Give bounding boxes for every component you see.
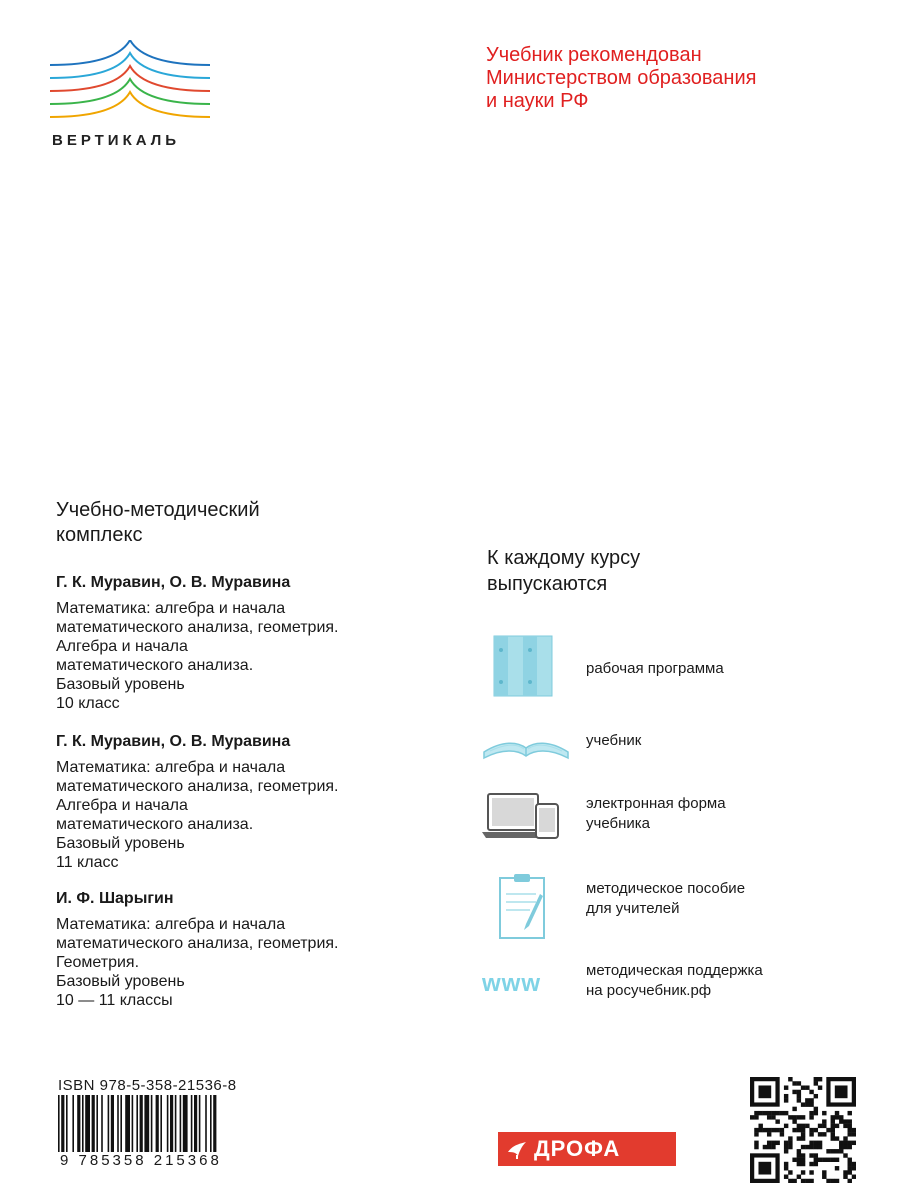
label-line: для учителей: [586, 900, 680, 917]
book-line: Математика: алгебра и начала: [56, 600, 286, 617]
barcode-bar: [117, 1095, 119, 1155]
qr-module: [797, 1175, 801, 1179]
courses-title-line: К каждому курсу: [487, 547, 641, 569]
qr-module: [848, 1132, 852, 1136]
qr-module: [784, 1149, 788, 1153]
book-line: математического анализа.: [56, 657, 254, 674]
qr-module: [843, 1153, 847, 1157]
label-line: на росучебник.рф: [586, 982, 712, 999]
qr-module: [852, 1162, 856, 1166]
qr-module: [797, 1081, 801, 1085]
qr-finder-center: [835, 1085, 848, 1098]
qr-module: [852, 1166, 856, 1170]
book-line: Математика: алгебра и начала: [56, 759, 286, 776]
qr-module: [826, 1128, 830, 1132]
qr-module: [801, 1136, 805, 1140]
qr-module: [792, 1158, 796, 1162]
courses-title: [487, 545, 747, 597]
recommendation-line: и науки РФ: [486, 90, 589, 112]
qr-module: [852, 1128, 856, 1132]
book-line: математического анализа, геометрия.: [56, 935, 339, 952]
book-line: Базовый уровень: [56, 676, 185, 693]
barcode-bar: [111, 1095, 114, 1155]
qr-module: [788, 1145, 792, 1149]
qr-module: [809, 1179, 813, 1183]
qr-module: [843, 1119, 847, 1123]
qr-module: [797, 1128, 801, 1132]
qr-module: [792, 1128, 796, 1132]
qr-module: [831, 1136, 835, 1140]
umk-title-line: Учебно-методический: [56, 499, 260, 521]
courses-title-line: выпускаются: [487, 573, 608, 595]
qr-module: [797, 1098, 801, 1102]
publisher-bird-icon: [506, 1138, 530, 1160]
barcode-bar: [205, 1095, 207, 1155]
qr-module: [801, 1162, 805, 1166]
isbn: ISBN 978-5-358-21536-8: [58, 1077, 237, 1094]
qr-module: [835, 1149, 839, 1153]
qr-module: [809, 1128, 813, 1132]
qr-module: [839, 1145, 843, 1149]
qr-module: [826, 1158, 830, 1162]
qr-module: [852, 1175, 856, 1179]
qr-module: [792, 1090, 796, 1094]
qr-module: [831, 1124, 835, 1128]
devices-icon: [478, 790, 574, 860]
recommendation-note: [486, 44, 866, 113]
label-line: электронная форма: [586, 795, 726, 812]
qr-module: [797, 1090, 801, 1094]
barcode-bar: [101, 1095, 103, 1155]
book-author: И. Ф. Шарыгин: [56, 890, 174, 907]
qr-module: [797, 1136, 801, 1140]
course-item-teacher-guide: [478, 872, 808, 942]
qr-module: [835, 1158, 839, 1162]
qr-module: [771, 1115, 775, 1119]
qr-module: [780, 1128, 784, 1132]
barcode-bar: [92, 1095, 95, 1155]
qr-module: [784, 1175, 788, 1179]
qr-module: [754, 1111, 758, 1115]
qr-module: [814, 1162, 818, 1166]
qr-module: [814, 1107, 818, 1111]
qr-module: [792, 1081, 796, 1085]
qr-module: [848, 1128, 852, 1132]
qr-module: [788, 1141, 792, 1145]
qr-module: [771, 1128, 775, 1132]
qr-module: [805, 1098, 809, 1102]
book-entry: [56, 574, 436, 713]
qr-module: [809, 1102, 813, 1106]
qr-module: [814, 1158, 818, 1162]
logo-rainbow-icon: [50, 40, 210, 125]
barcode-bar: [140, 1095, 143, 1155]
qr-module: [775, 1111, 779, 1115]
qr-module: [801, 1132, 805, 1136]
qr-module: [839, 1141, 843, 1145]
barcode-bar: [213, 1095, 216, 1155]
course-item-label: [586, 879, 745, 919]
qr-module: [848, 1179, 852, 1183]
qr-module: [843, 1145, 847, 1149]
barcode-bar: [199, 1095, 201, 1155]
qr-module: [831, 1158, 835, 1162]
qr-module: [835, 1124, 839, 1128]
qr-module: [809, 1090, 813, 1094]
qr-module: [818, 1158, 822, 1162]
barcode-bar: [82, 1095, 84, 1155]
publisher-name: ДРОФА: [534, 1136, 621, 1161]
umk-title-line: комплекс: [56, 524, 143, 546]
qr-module: [784, 1111, 788, 1115]
qr-module: [801, 1153, 805, 1157]
book-line: Базовый уровень: [56, 835, 185, 852]
qr-module: [754, 1145, 758, 1149]
qr-module: [767, 1141, 771, 1145]
barcode-bar: [194, 1095, 197, 1155]
qr-module: [814, 1111, 818, 1115]
qr-module: [801, 1115, 805, 1119]
qr-module: [822, 1124, 826, 1128]
course-item-web-support: [478, 954, 808, 1024]
qr-module: [801, 1085, 805, 1089]
qr-module: [848, 1162, 852, 1166]
qr-module: [809, 1115, 813, 1119]
qr-module: [797, 1124, 801, 1128]
book-line: Математика: алгебра и начала: [56, 916, 286, 933]
qr-module: [801, 1128, 805, 1132]
open-book-icon: [478, 712, 574, 782]
barcode-bar: [61, 1095, 64, 1155]
qr-module: [797, 1094, 801, 1098]
qr-module: [843, 1175, 847, 1179]
qr-module: [788, 1170, 792, 1174]
label-line: рабочая программа: [586, 660, 724, 677]
qr-module: [788, 1179, 792, 1183]
qr-module: [809, 1141, 813, 1145]
clipboard-icon: [478, 872, 574, 942]
qr-module: [839, 1119, 843, 1123]
qr-module: [805, 1102, 809, 1106]
qr-finder-center: [758, 1085, 771, 1098]
book-line: 11 класс: [56, 854, 119, 871]
qr-module: [780, 1111, 784, 1115]
qr-module: [839, 1149, 843, 1153]
qr-module: [848, 1141, 852, 1145]
barcode-number: 9 785358 215368: [60, 1152, 222, 1169]
qr-module: [784, 1145, 788, 1149]
qr-module: [763, 1128, 767, 1132]
qr-module: [801, 1170, 805, 1174]
publisher-logo: [498, 1132, 676, 1166]
qr-module: [818, 1085, 822, 1089]
qr-module: [805, 1124, 809, 1128]
barcode-bar: [125, 1095, 130, 1155]
qr-module: [805, 1179, 809, 1183]
barcode-bar: [136, 1095, 138, 1155]
qr-module: [767, 1115, 771, 1119]
qr-module: [754, 1128, 758, 1132]
recommendation-line: Учебник рекомендован: [486, 44, 702, 66]
qr-module: [754, 1132, 758, 1136]
qr-module: [835, 1115, 839, 1119]
qr-module: [792, 1179, 796, 1183]
qr-module: [809, 1170, 813, 1174]
qr-module: [831, 1179, 835, 1183]
barcode-bar: [108, 1095, 110, 1155]
qr-module: [792, 1107, 796, 1111]
qr-module: [848, 1124, 852, 1128]
qr-module: [784, 1162, 788, 1166]
qr-module: [822, 1132, 826, 1136]
barcode-bar: [191, 1095, 193, 1155]
book-description: [56, 915, 436, 1010]
recommendation-line: Министерством образования: [486, 67, 757, 89]
qr-module: [848, 1145, 852, 1149]
barcode-bar: [77, 1095, 80, 1155]
book-author: Г. К. Муравин, О. В. Муравина: [56, 733, 291, 750]
book-description: [56, 758, 436, 872]
qr-module: [784, 1124, 788, 1128]
qr-module: [784, 1085, 788, 1089]
qr-module: [831, 1115, 835, 1119]
qr-module: [784, 1166, 788, 1170]
qr-module: [797, 1162, 801, 1166]
qr-module: [814, 1145, 818, 1149]
book-description: [56, 599, 436, 713]
qr-finder-center: [758, 1162, 771, 1175]
qr-module: [805, 1085, 809, 1089]
qr-module: [788, 1077, 792, 1081]
qr-module: [814, 1094, 818, 1098]
qr-module: [758, 1128, 762, 1132]
qr-module: [767, 1145, 771, 1149]
qr-module: [822, 1175, 826, 1179]
course-item-work-program: [478, 632, 808, 702]
book-author: Г. К. Муравин, О. В. Муравина: [56, 574, 291, 591]
qr-module: [775, 1128, 779, 1132]
qr-module: [784, 1094, 788, 1098]
book-line: Базовый уровень: [56, 973, 185, 990]
barcode-bar: [167, 1095, 169, 1155]
qr-module: [826, 1149, 830, 1153]
qr-module: [780, 1132, 784, 1136]
qr-module: [843, 1124, 847, 1128]
qr-module: [767, 1132, 771, 1136]
qr-module: [809, 1098, 813, 1102]
label-line: методическая поддержка: [586, 962, 763, 979]
barcode-bar: [156, 1095, 159, 1155]
barcode-bar: [175, 1095, 177, 1155]
barcode-bar: [170, 1095, 173, 1155]
qr-module: [809, 1153, 813, 1157]
qr-module: [843, 1136, 847, 1140]
qr-module: [852, 1132, 856, 1136]
qr-module: [771, 1111, 775, 1115]
qr-module: [848, 1111, 852, 1115]
label-line: учебника: [586, 815, 650, 832]
qr-module: [843, 1170, 847, 1174]
qr-module: [758, 1124, 762, 1128]
umk-title: [56, 498, 376, 548]
qr-module: [822, 1119, 826, 1123]
qr-module: [809, 1132, 813, 1136]
book-line: математического анализа.: [56, 816, 254, 833]
barcode-bar: [144, 1095, 149, 1155]
book-line: Геометрия.: [56, 954, 140, 971]
qr-module: [792, 1115, 796, 1119]
qr-module: [818, 1077, 822, 1081]
qr-module: [763, 1111, 767, 1115]
qr-module: [814, 1128, 818, 1132]
qr-module: [818, 1141, 822, 1145]
qr-module: [814, 1153, 818, 1157]
barcode-bar: [183, 1095, 188, 1155]
barcode-bar: [132, 1095, 134, 1155]
binder-icon: [478, 632, 574, 702]
course-item-label: [586, 794, 726, 834]
qr-module: [801, 1124, 805, 1128]
qr-module: [848, 1158, 852, 1162]
qr-module: [835, 1111, 839, 1115]
qr-module: [758, 1111, 762, 1115]
book-line: Алгебра и начала: [56, 797, 188, 814]
qr-module: [814, 1077, 818, 1081]
qr-module: [831, 1119, 835, 1123]
qr-module: [809, 1145, 813, 1149]
qr-module: [775, 1119, 779, 1123]
qr-module: [826, 1179, 830, 1183]
barcode-bar: [72, 1095, 74, 1155]
qr-module: [754, 1115, 758, 1119]
book-entry: [56, 890, 436, 1010]
qr-module: [852, 1141, 856, 1145]
book-line: Алгебра и начала: [56, 638, 188, 655]
label-line: методическое пособие: [586, 880, 746, 897]
qr-module: [848, 1170, 852, 1174]
qr-module: [767, 1128, 771, 1132]
qr-module: [788, 1115, 792, 1119]
book-line: математического анализа, геометрия.: [56, 619, 339, 636]
barcode-bar: [58, 1095, 60, 1155]
qr-module: [843, 1141, 847, 1145]
barcode-bar: [160, 1095, 162, 1155]
qr-module: [818, 1145, 822, 1149]
qr-module: [767, 1111, 771, 1115]
qr-module: [801, 1179, 805, 1183]
book-line: математического анализа, геометрия.: [56, 778, 339, 795]
qr-module: [797, 1158, 801, 1162]
book-entry: [56, 733, 436, 872]
qr-module: [788, 1136, 792, 1140]
qr-module: [797, 1153, 801, 1157]
qr-module: [809, 1162, 813, 1166]
course-item-label: [586, 731, 641, 751]
qr-module: [784, 1141, 788, 1145]
qr-module: [801, 1158, 805, 1162]
qr-module: [831, 1132, 835, 1136]
qr-module: [848, 1166, 852, 1170]
qr-module: [831, 1149, 835, 1153]
qr-module: [763, 1145, 767, 1149]
qr-module: [822, 1111, 826, 1115]
barcode-bar: [180, 1095, 182, 1155]
barcode-bar: [66, 1095, 68, 1155]
qr-module: [822, 1158, 826, 1162]
barcode-bar: [210, 1095, 212, 1155]
qr-module: [750, 1115, 754, 1119]
qr-module: [835, 1136, 839, 1140]
qr-code-icon: [750, 1077, 856, 1183]
barcode-bar: [120, 1095, 122, 1155]
qr-module: [839, 1115, 843, 1119]
qr-module: [814, 1141, 818, 1145]
qr-module: [805, 1145, 809, 1149]
qr-module: [771, 1141, 775, 1145]
qr-module: [835, 1179, 839, 1183]
qr-module: [784, 1098, 788, 1102]
qr-module: [797, 1115, 801, 1119]
qr-module: [814, 1081, 818, 1085]
label-line: учебник: [586, 732, 642, 749]
qr-module: [848, 1119, 852, 1123]
qr-module: [797, 1149, 801, 1153]
barcode-bar: [151, 1095, 153, 1155]
qr-module: [818, 1132, 822, 1136]
qr-module: [835, 1166, 839, 1170]
course-item-textbook: [478, 712, 808, 782]
qr-module: [822, 1170, 826, 1174]
www-text: www: [482, 970, 542, 997]
www-icon: [478, 954, 574, 1024]
book-line: 10 — 11 классы: [56, 992, 173, 1009]
book-line: 10 класс: [56, 695, 120, 712]
qr-module: [775, 1141, 779, 1145]
logo: [40, 40, 230, 155]
qr-module: [771, 1145, 775, 1149]
course-item-e-textbook: [478, 790, 808, 860]
course-item-label: [586, 659, 724, 679]
barcode-bar: [96, 1095, 98, 1155]
course-item-label: [586, 961, 763, 1001]
qr-module: [831, 1128, 835, 1132]
qr-module: [801, 1145, 805, 1149]
qr-module: [809, 1111, 813, 1115]
qr-module: [754, 1141, 758, 1145]
logo-text: ВЕРТИКАЛЬ: [52, 132, 181, 149]
barcode-bar: [85, 1095, 90, 1155]
qr-module: [801, 1102, 805, 1106]
qr-module: [792, 1119, 796, 1123]
qr-module: [818, 1124, 822, 1128]
